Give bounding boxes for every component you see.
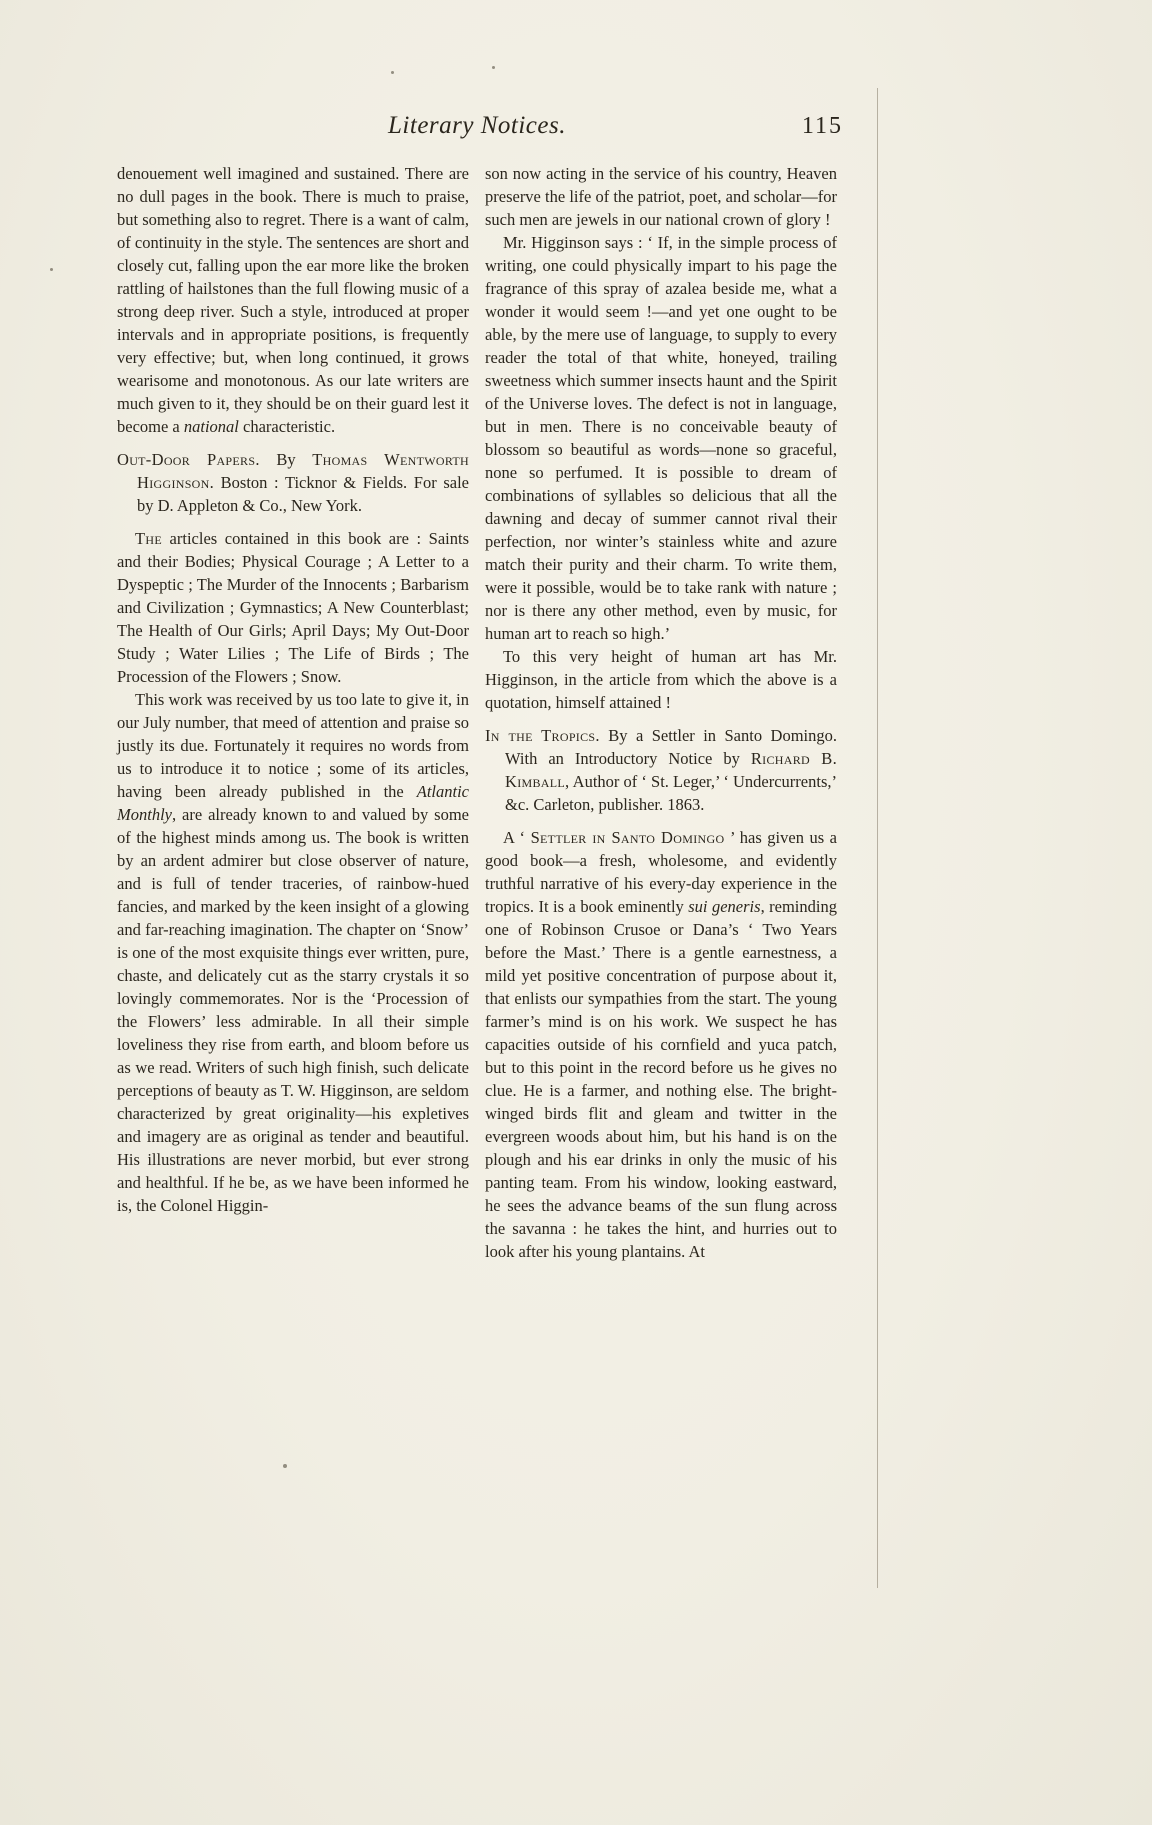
column-left [117, 162, 469, 1263]
text-run: Settler in Santo Domingo [530, 828, 725, 847]
text-run: son now acting in the service of his country, Heaven preserve the life of the patriot, poet, and scholar—for such men are jewels in our national crown of glory ! [485, 164, 837, 229]
text-columns [117, 162, 837, 1263]
scan-artifact-dot [50, 268, 53, 271]
page-header [117, 112, 843, 148]
page-number: 115 [801, 113, 843, 139]
paragraph [117, 688, 469, 1217]
text-run: characteristic. [238, 417, 336, 436]
text-run: By a Settler in Santo Domingo. With an Introductory Notice by [505, 726, 837, 768]
text-run: In the Tropics. [485, 726, 600, 745]
scan-artifact-dot [492, 66, 495, 69]
running-title: Literary Notices. [388, 112, 566, 139]
paragraph [117, 162, 469, 438]
text-run: Boston : Ticknor & Fields. For sale by D. Appleton & Co., New York. [137, 473, 469, 515]
text-run: denouement well imagined and sustained. There are no dull pages in the book. There is much to praise, but something also to regret. There is a want of calm, of continuity in the style. The sentences are short and closely cut, falling upon the ear more like the broken rattling of hailstones than the full flowing music of a strong deep river. Such a style, introduced at proper intervals and in appropriate positions, is frequently very effective; but, when long continued, it grows wearisome and monotonous. As our late writers are much given to it, they should be on their guard lest it become a [117, 164, 469, 436]
book-citation [485, 724, 837, 816]
page-edge-line [877, 88, 878, 1588]
paragraph [485, 162, 837, 231]
text-run: A ‘ [503, 828, 531, 847]
text-run: ’ has given us a good book—a fresh, wholesome, and evidently truthful narrative of his every-day experience in the tropics. It is a book eminently [485, 828, 838, 916]
paragraph [117, 527, 469, 688]
text-run: By [259, 450, 313, 469]
text-run: Atlantic Monthly [117, 782, 469, 824]
book-citation [117, 448, 469, 517]
text-run: Thomas Wentworth Higginson. [137, 450, 470, 492]
text-run: To this very height of human art has Mr. Higginson, in the article from which the above is a quotation, himself attained ! [485, 647, 837, 712]
text-run: articles contained in this book are : Saints and their Bodies; Physical Courage ; A Letter to a Dyspeptic ; The Murder of the Innocents ; Barbarism and Civilization ; Gymnastics; A New Counterblast; The Health of Our Girls; April Days; My Out-Door Study ; Water Lilies ; The Life of Birds ; The Procession of the Flowers ; Snow. [117, 529, 469, 686]
text-run: sui generis [688, 897, 761, 916]
scan-artifact-dot [391, 71, 394, 74]
text-run: Out-Door Papers. [117, 450, 260, 469]
text-run: national [183, 417, 239, 436]
text-run: Richard B. Kimball, [505, 749, 837, 791]
text-run: , reminding one of Robinson Crusoe or Dana’s ‘ Two Years before the Mast.’ There is a gentle earnestness, a mild yet positive concentration of purpose about it, that enlists our sympathies from the start. The young farmer’s mind is on his work. We suspect he has capacities outside of his cornfield and yuca patch, but to this point in the record before us he gives no clue. He is a farmer, and nothing else. The bright-winged birds flit and gleam and twitter in the evergreen woods about him, but his hand is on the plough and his ear drinks in only the music of his panting team. From his window, looking eastward, he sees the advance beams of the sun flung across the savanna : he takes the hint, and hurries out to look after his young plantains. At [485, 897, 837, 1261]
text-run: , are already known to and valued by some of the highest minds among us. The book is written by an ardent admirer but close observer of nature, and is full of tender traceries, of rainbow-hued fancies, and marked by the keen insight of a glowing and far-reaching imagination. The chapter on ‘Snow’ is one of the most exquisite things ever written, pure, chaste, and delicately cut as the starry crystals it so lovingly commemorates. Nor is the ‘Procession of the Flowers’ less admirable. In all their simple loveliness they rise from earth, and bloom before us as we read. Writers of such high finish, such delicate perceptions of beauty as T. W. Higginson, are seldom characterized by great originality—his expletives and imagery are as original as tender and beautiful. His illustrations are never morbid, but ever strong and healthful. If he be, as we have been informed he is, the Colonel Higgin- [117, 805, 469, 1215]
column-right [485, 162, 837, 1263]
text-run: The [135, 529, 162, 548]
paragraph [485, 231, 837, 645]
text-run: Mr. Higginson says : ‘ If, in the simple process of writing, one could physically impart to his page the fragrance of this spray of azalea beside me, what a wonder it would seem !—and yet one ought to be able, by the mere use of language, to supply to every reader the total of that white, honeyed, trailing sweetness which summer insects haunt and the Spirit of the Universe loves. The defect is not in language, but in men. There is no conceivable beauty of blossom so beautiful as words—none so graceful, none so perfumed. It is possible to dream of combinations of syllables so delicious that all the dawning and decay of summer cannot rival their perfection, nor winter’s stainless white and azure match their purity and their charm. To write them, were it possible, would be to take rank with nature ; nor is there any other method, even by music, for human art to reach so high.’ [485, 233, 837, 643]
paragraph [485, 826, 837, 1263]
text-run: Author of ‘ St. Leger,’ ‘ Undercurrents,’ &c. Carleton, publisher. 1863. [505, 772, 837, 814]
text-run: This work was received by us too late to give it, in our July number, that meed of attention and praise so justly its due. Fortunately it requires no words from us to introduce it to notice ; some of its articles, having been already published in the [117, 690, 469, 801]
paragraph [485, 645, 837, 714]
scan-artifact-dot [283, 1464, 287, 1468]
